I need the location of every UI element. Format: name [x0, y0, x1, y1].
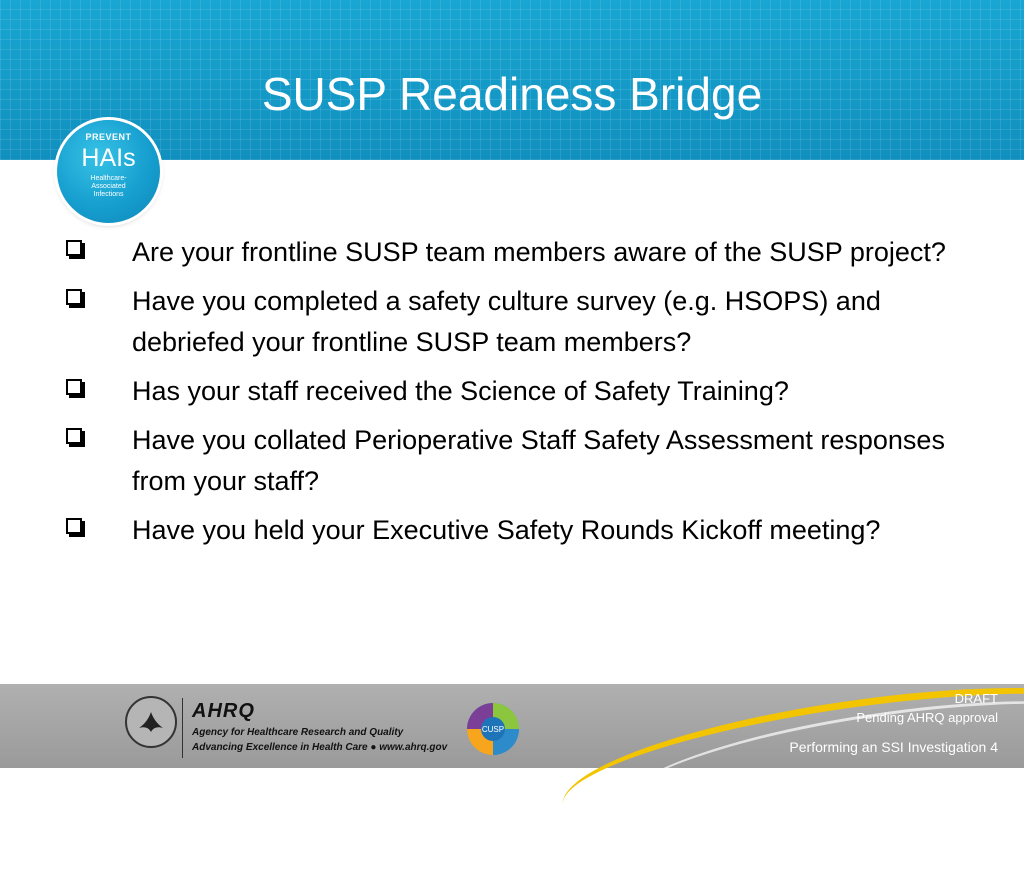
bullet-item	[60, 510, 960, 551]
prevent-hais-badge	[57, 120, 160, 223]
bullet-item	[60, 232, 960, 273]
slide-title: SUSP Readiness Bridge	[261, 68, 763, 120]
checkbox-icon	[66, 240, 82, 256]
page-number: 4	[990, 739, 998, 755]
footer-slide-info	[789, 739, 998, 755]
badge-sub-line: Associated	[91, 183, 126, 190]
bullet-item	[60, 371, 960, 412]
bullet-text: Are your frontline SUSP team members aware of the SUSP project?	[132, 237, 946, 267]
bullet-text: Has your staff received the Science of Safety Training?	[132, 376, 789, 406]
checkbox-icon	[66, 379, 82, 395]
badge-sub-line: Infections	[93, 191, 124, 198]
pending-approval-label: Pending AHRQ approval	[856, 710, 998, 725]
checkbox-icon	[66, 518, 82, 534]
bullet-text: Have you collated Perioperative Staff Safety Assessment responses from your staff?	[132, 425, 945, 496]
bullet-item	[60, 281, 960, 363]
badge-top-label: PREVENT	[85, 132, 132, 142]
bullet-text: Have you completed a safety culture survey (e.g. HSOPS) and debriefed your frontline SUSP team members?	[132, 286, 881, 357]
footer-slide-title: Performing an SSI Investigation	[789, 739, 987, 755]
ahrq-tagline: Advancing Excellence in Health Care ● www.ahrq.gov	[192, 742, 448, 753]
bullet-list	[60, 232, 960, 559]
susp-logo-text: CUSP	[481, 725, 505, 734]
ahrq-logo: AHRQ	[192, 700, 255, 722]
ahrq-agency-name: Agency for Healthcare Research and Quality	[192, 727, 404, 738]
bullet-text: Have you held your Executive Safety Rounds Kickoff meeting?	[132, 515, 881, 545]
checkbox-icon	[66, 289, 82, 305]
badge-sub-line: Healthcare-	[90, 175, 127, 182]
draft-notice	[856, 689, 998, 727]
hhs-eagle-seal-icon	[125, 696, 177, 748]
draft-label: DRAFT	[954, 691, 998, 706]
logo-divider	[182, 698, 183, 758]
badge-subtitle	[57, 175, 160, 199]
bullet-item	[60, 420, 960, 502]
puzzle-circle-logo	[466, 702, 520, 756]
checkbox-icon	[66, 428, 82, 444]
badge-main-label: HAIs	[81, 144, 136, 172]
